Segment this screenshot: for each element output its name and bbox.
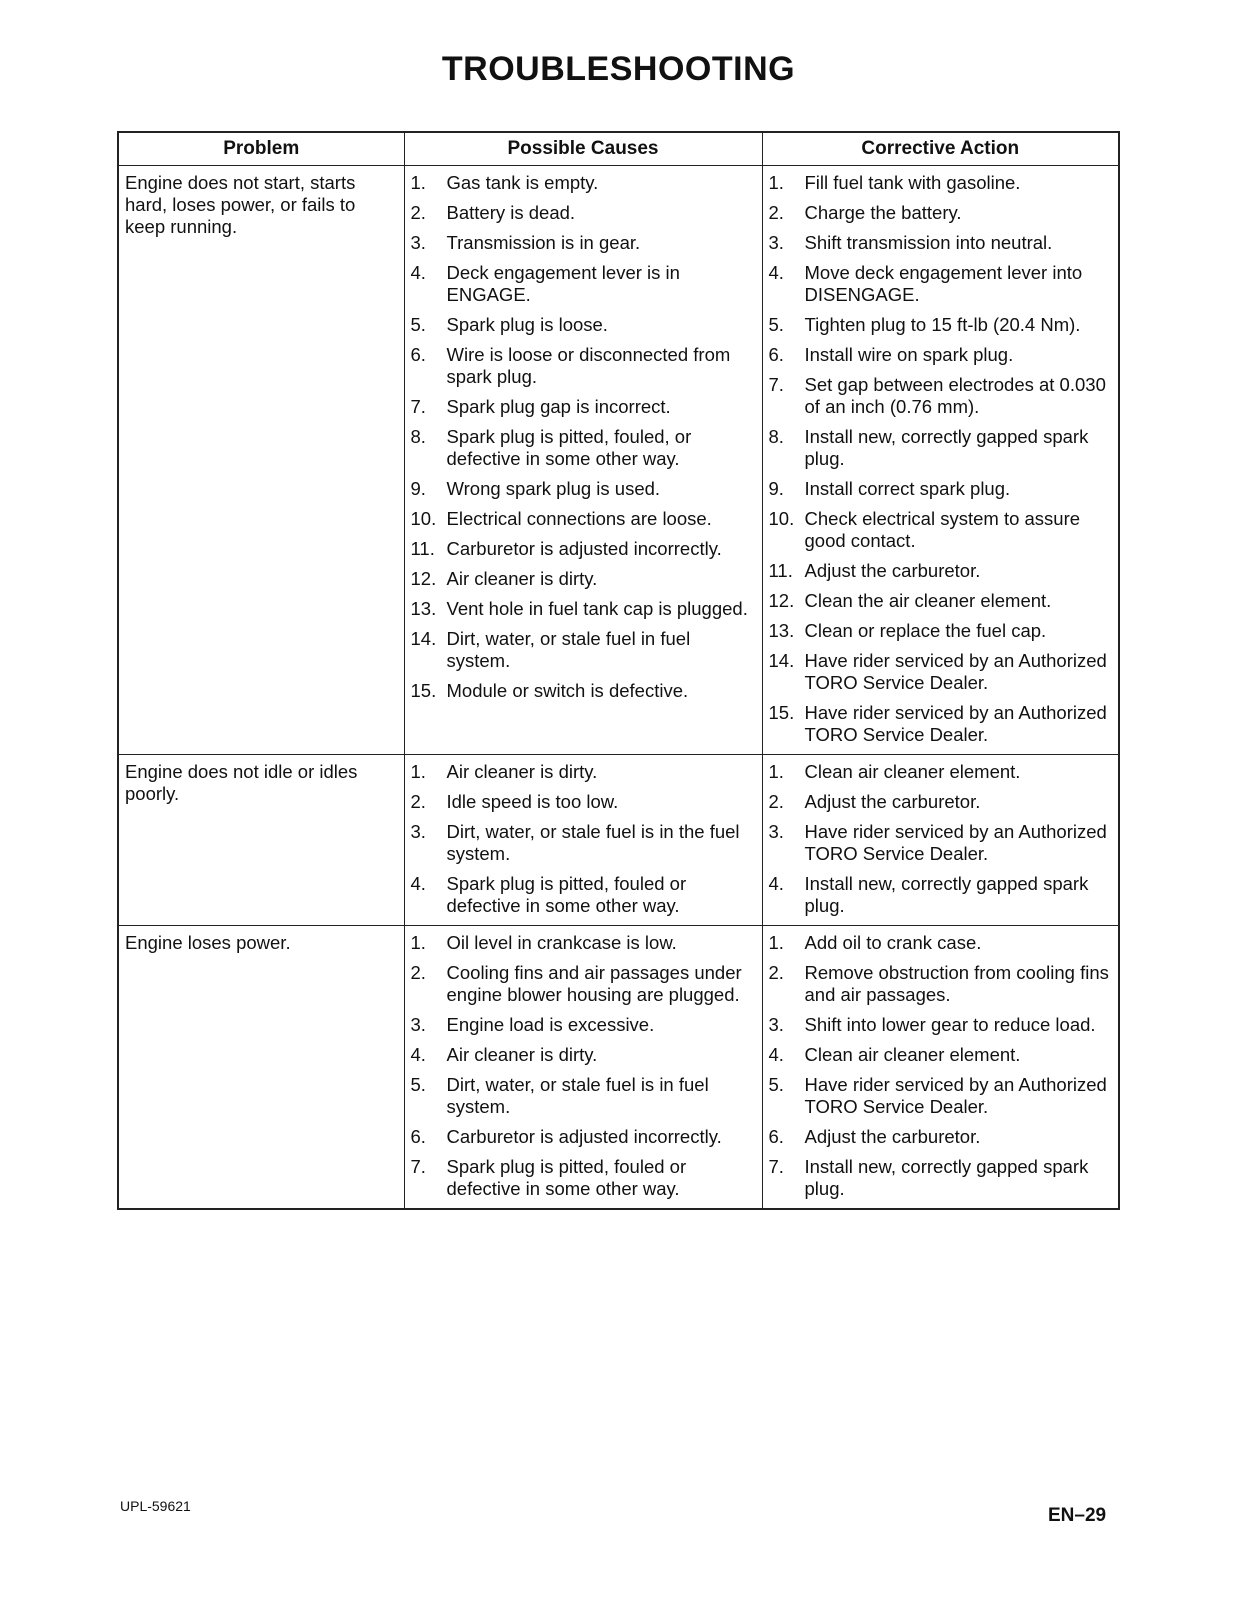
actions-list [769, 761, 1113, 917]
item-number: 13. [410, 598, 437, 619]
item-number: 7. [768, 1156, 784, 1177]
causes-cell [404, 755, 762, 926]
list-item [411, 538, 756, 560]
item-number: 1. [768, 761, 784, 782]
list-item [769, 873, 1113, 917]
table-row [118, 755, 1119, 926]
item-text: Spark plug is loose. [446, 314, 608, 335]
item-number: 4. [768, 1044, 784, 1065]
item-text: Carburetor is adjusted incorrectly. [446, 538, 722, 559]
list-item [411, 426, 756, 470]
item-number: 15. [768, 702, 795, 723]
item-number: 3. [768, 232, 784, 253]
list-item [769, 172, 1113, 194]
item-number: 4. [410, 1044, 426, 1065]
header-possible-causes: Possible Causes [404, 132, 762, 166]
item-number: 3. [410, 1014, 426, 1035]
list-item [411, 478, 756, 500]
list-item [769, 314, 1113, 336]
item-text: Deck engagement lever is in ENGAGE. [446, 262, 680, 305]
list-item [769, 262, 1113, 306]
item-number: 7. [768, 374, 784, 395]
item-number: 14. [410, 628, 437, 649]
list-item [769, 962, 1113, 1006]
item-text: Engine load is excessive. [446, 1014, 655, 1035]
item-number: 2. [410, 962, 426, 983]
item-number: 7. [410, 1156, 426, 1177]
item-number: 10. [410, 508, 437, 529]
item-text: Have rider serviced by an Authorized TORO Service Dealer. [804, 821, 1107, 864]
document-code: UPL-59621 [120, 1498, 191, 1514]
header-corrective-action: Corrective Action [762, 132, 1119, 166]
list-item [411, 932, 756, 954]
item-number: 8. [410, 426, 426, 447]
item-number: 15. [410, 680, 437, 701]
item-number: 2. [410, 202, 426, 223]
item-number: 3. [410, 232, 426, 253]
list-item [769, 1044, 1113, 1066]
item-text: Clean or replace the fuel cap. [804, 620, 1047, 641]
table-row [118, 166, 1119, 755]
item-text: Dirt, water, or stale fuel is in fuel system. [446, 1074, 709, 1117]
item-text: Clean the air cleaner element. [804, 590, 1052, 611]
item-number: 1. [410, 172, 426, 193]
item-text: Shift into lower gear to reduce load. [804, 1014, 1096, 1035]
table-header-row [118, 132, 1119, 166]
item-text: Remove obstruction from cooling fins and air passages. [804, 962, 1109, 1005]
item-text: Electrical connections are loose. [446, 508, 712, 529]
item-text: Have rider serviced by an Authorized TORO Service Dealer. [804, 1074, 1107, 1117]
item-text: Move deck engagement lever into DISENGAGE. [804, 262, 1083, 305]
item-number: 3. [768, 821, 784, 842]
item-text: Air cleaner is dirty. [446, 1044, 598, 1065]
item-text: Clean air cleaner element. [804, 1044, 1021, 1065]
causes-list [411, 761, 756, 917]
item-number: 7. [410, 396, 426, 417]
list-item [769, 590, 1113, 612]
item-text: Fill fuel tank with gasoline. [804, 172, 1021, 193]
list-item [411, 202, 756, 224]
list-item [411, 508, 756, 530]
item-text: Install new, correctly gapped spark plug. [804, 873, 1089, 916]
item-text: Battery is dead. [446, 202, 576, 223]
item-number: 1. [410, 932, 426, 953]
item-text: Carburetor is adjusted incorrectly. [446, 1126, 722, 1147]
item-text: Have rider serviced by an Authorized TORO Service Dealer. [804, 650, 1107, 693]
list-item [769, 791, 1113, 813]
item-text: Gas tank is empty. [446, 172, 599, 193]
list-item [411, 314, 756, 336]
item-number: 4. [410, 873, 426, 894]
item-text: Adjust the carburetor. [804, 791, 981, 812]
list-item [769, 1156, 1113, 1200]
item-text: Install wire on spark plug. [804, 344, 1014, 365]
list-item [769, 426, 1113, 470]
list-item [769, 508, 1113, 552]
item-number: 1. [768, 932, 784, 953]
list-item [769, 232, 1113, 254]
troubleshooting-table [117, 131, 1120, 1210]
list-item [411, 568, 756, 590]
list-item [411, 172, 756, 194]
item-number: 12. [410, 568, 437, 589]
header-problem: Problem [118, 132, 404, 166]
item-number: 3. [768, 1014, 784, 1035]
item-number: 12. [768, 590, 795, 611]
item-text: Dirt, water, or stale fuel in fuel system. [446, 628, 691, 671]
item-number: 5. [768, 314, 784, 335]
list-item [769, 1126, 1113, 1148]
causes-list [411, 172, 756, 702]
list-item [411, 1074, 756, 1118]
actions-cell [762, 166, 1119, 755]
list-item [411, 598, 756, 620]
item-text: Shift transmission into neutral. [804, 232, 1053, 253]
item-text: Dirt, water, or stale fuel is in the fuel system. [446, 821, 740, 864]
actions-list [769, 932, 1113, 1200]
item-number: 3. [410, 821, 426, 842]
item-number: 2. [768, 202, 784, 223]
item-number: 5. [410, 314, 426, 335]
problem-cell: Engine loses power. [118, 926, 404, 1210]
list-item [769, 650, 1113, 694]
list-item [769, 761, 1113, 783]
item-text: Charge the battery. [804, 202, 962, 223]
item-text: Install new, correctly gapped spark plug. [804, 426, 1089, 469]
item-text: Clean air cleaner element. [804, 761, 1021, 782]
list-item [769, 1014, 1113, 1036]
item-text: Spark plug is pitted, fouled or defective in some other way. [446, 873, 687, 916]
table-row [118, 926, 1119, 1210]
item-number: 10. [768, 508, 795, 529]
list-item [411, 680, 756, 702]
item-text: Spark plug is pitted, fouled or defective in some other way. [446, 1156, 687, 1199]
item-number: 1. [410, 761, 426, 782]
item-text: Tighten plug to 15 ft-lb (20.4 Nm). [804, 314, 1081, 335]
list-item [769, 821, 1113, 865]
item-number: 8. [768, 426, 784, 447]
actions-list [769, 172, 1113, 746]
causes-list [411, 932, 756, 1200]
causes-cell [404, 166, 762, 755]
list-item [769, 374, 1113, 418]
item-text: Have rider serviced by an Authorized TORO Service Dealer. [804, 702, 1107, 745]
item-number: 4. [410, 262, 426, 283]
actions-cell [762, 926, 1119, 1210]
item-number: 1. [768, 172, 784, 193]
list-item [769, 478, 1113, 500]
list-item [411, 262, 756, 306]
item-number: 9. [768, 478, 784, 499]
list-item [769, 202, 1113, 224]
item-number: 6. [410, 1126, 426, 1147]
item-number: 14. [768, 650, 795, 671]
list-item [411, 628, 756, 672]
list-item [411, 962, 756, 1006]
item-number: 6. [768, 344, 784, 365]
item-number: 13. [768, 620, 795, 641]
list-item [411, 1044, 756, 1066]
item-text: Set gap between electrodes at 0.030 of an inch (0.76 mm). [804, 374, 1106, 417]
list-item [769, 344, 1113, 366]
item-number: 11. [410, 538, 435, 559]
item-text: Wire is loose or disconnected from spark plug. [446, 344, 731, 387]
item-number: 2. [768, 791, 784, 812]
item-number: 2. [410, 791, 426, 812]
item-text: Install correct spark plug. [804, 478, 1011, 499]
item-text: Vent hole in fuel tank cap is plugged. [446, 598, 748, 619]
list-item [411, 761, 756, 783]
list-item [769, 1074, 1113, 1118]
item-text: Check electrical system to assure good contact. [804, 508, 1081, 551]
item-text: Transmission is in gear. [446, 232, 641, 253]
item-text: Air cleaner is dirty. [446, 761, 598, 782]
list-item [411, 873, 756, 917]
actions-cell [762, 755, 1119, 926]
item-number: 5. [768, 1074, 784, 1095]
item-text: Cooling fins and air passages under engine blower housing are plugged. [446, 962, 742, 1005]
item-text: Spark plug is pitted, fouled, or defective in some other way. [446, 426, 692, 469]
list-item [769, 560, 1113, 582]
item-number: 4. [768, 262, 784, 283]
item-number: 6. [768, 1126, 784, 1147]
item-number: 6. [410, 344, 426, 365]
list-item [411, 1126, 756, 1148]
list-item [769, 620, 1113, 642]
list-item [411, 791, 756, 813]
item-text: Idle speed is too low. [446, 791, 619, 812]
item-text: Spark plug gap is incorrect. [446, 396, 671, 417]
page-title: TROUBLESHOOTING [441, 50, 796, 88]
list-item [411, 344, 756, 388]
item-text: Oil level in crankcase is low. [446, 932, 677, 953]
item-number: 11. [768, 560, 793, 581]
item-number: 5. [410, 1074, 426, 1095]
item-text: Wrong spark plug is used. [446, 478, 661, 499]
list-item [769, 702, 1113, 746]
list-item [411, 821, 756, 865]
item-number: 2. [768, 962, 784, 983]
problem-cell: Engine does not idle or idles poorly. [118, 755, 404, 926]
causes-cell [404, 926, 762, 1210]
list-item [411, 1156, 756, 1200]
item-number: 4. [768, 873, 784, 894]
page-number: EN–29 [1048, 1505, 1107, 1526]
item-text: Add oil to crank case. [804, 932, 982, 953]
item-text: Install new, correctly gapped spark plug. [804, 1156, 1089, 1199]
item-number: 9. [410, 478, 426, 499]
item-text: Adjust the carburetor. [804, 1126, 981, 1147]
item-text: Module or switch is defective. [446, 680, 689, 701]
list-item [411, 1014, 756, 1036]
list-item [411, 232, 756, 254]
problem-cell: Engine does not start, starts hard, loses power, or fails to keep running. [118, 166, 404, 755]
item-text: Air cleaner is dirty. [446, 568, 598, 589]
list-item [769, 932, 1113, 954]
item-text: Adjust the carburetor. [804, 560, 981, 581]
list-item [411, 396, 756, 418]
